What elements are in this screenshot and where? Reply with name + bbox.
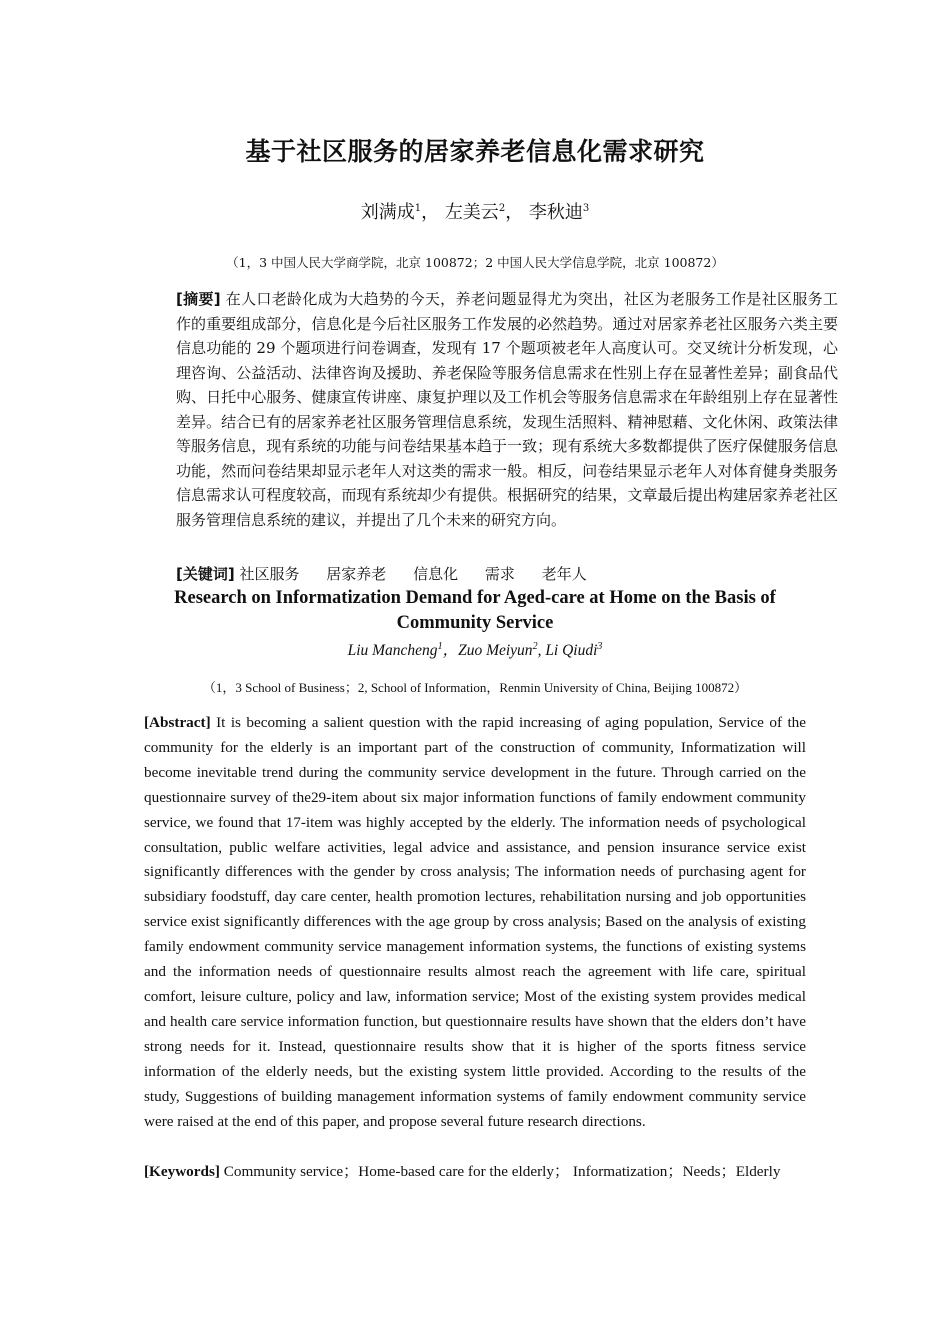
- keyword: 社区服务: [239, 565, 300, 583]
- abstract-label: [摘要]: [176, 290, 221, 308]
- title-chinese: 基于社区服务的居家养老信息化需求研究: [245, 137, 705, 166]
- keyword: 需求: [484, 565, 515, 583]
- keyword: 老年人: [541, 565, 587, 583]
- author-superscript: 3: [597, 640, 603, 652]
- author-name: Liu Mancheng: [347, 642, 438, 659]
- affiliation-chinese: （1，3 中国人民大学商学院，北京 100872；2 中国人民大学信息学院，北京 100872）: [226, 255, 724, 270]
- title-english: Research on Informatization Demand for Aged-care at Home on the Basis of Community Service: [174, 588, 776, 633]
- author-name: Li Qiudi: [545, 642, 598, 659]
- keywords-text: Community service；Home-based care for the elderly； Informatization；Needs；Elderly: [223, 1163, 781, 1180]
- abstract-text: 在人口老龄化成为大趋势的今天，养老问题显得尤为突出，社区为老服务工作是社区服务工作的重要组成部分，信息化是今后社区服务工作发展的必然趋势。通过对居家养老社区服务六类主要信息功能的 29 个题项进行问卷调查，发现有 17 个题项被老年人高度认可。交叉统计分析发现，心理咨询、公益活动、法律咨询及援助、养老保险等服务信息需求在性别上存在显著性差异；副食品代购、日托中心服务、健康宣传讲座、康复护理以及工作机会等服务信息需求在年龄组别上存在显著性差异。结合已有的居家养老社区服务管理信息系统，发现生活照料、精神慰藉、文化休闲、政策法律等服务信息，现有系统的功能与问卷结果基本趋于一致；现有系统大多数都提供了医疗保健服务信息功能，然而问卷结果却显示老年人对这类的需求一般。相反，问卷结果显示老年人对体育健身类服务信息需求认可程度较高，而现有系统却少有提供。根据研究的结果，文章最后提出构建居家养老社区服务管理信息系统的建议，并提出了几个未来的研究方向。: [176, 290, 838, 529]
- abstract-chinese: [144, 287, 838, 532]
- author-superscript: 2: [532, 640, 538, 652]
- author-superscript: 3: [582, 203, 590, 214]
- abstract-label: [Abstract]: [144, 714, 211, 731]
- author-name: Zuo Meiyun: [458, 642, 533, 659]
- author-name: 李秋迪: [528, 202, 583, 223]
- author-separator: ，: [421, 202, 440, 223]
- keywords-english: [144, 1160, 806, 1185]
- keywords-chinese: [144, 562, 838, 586]
- keyword: 信息化: [413, 565, 459, 583]
- author-superscript: 2: [498, 203, 506, 214]
- keywords-label: [Keywords]: [144, 1163, 220, 1180]
- author-separator: ，: [442, 642, 459, 659]
- author-superscript: 1: [414, 203, 422, 214]
- authors-english: [144, 638, 806, 660]
- abstract-english: [144, 711, 806, 1134]
- author-name: 左美云: [444, 202, 499, 223]
- keyword: 居家养老: [326, 565, 387, 583]
- author-separator: ,: [537, 642, 546, 659]
- author-superscript: 1: [437, 640, 443, 652]
- abstract-text: It is becoming a salient question with the rapid increasing of aging population, Service of the community for the elderly is an important part of the construction of community, Informatization will become inevitable trend during the community service development in the future. Through carried on the questionnaire survey of the29-item about six major information functions of family endowment community service, we found that 17-item was highly accepted by the elderly. The information needs of psychological consultation, public welfare activities, legal advice and assistance, and pension insurance service exist significantly differences with the gender by cross analysis; The information needs of purchasing agent for subsidiary foodstuff, day care center, health promotion lectures, rehabilitation nursing and job opportunities service exist significantly differences with the age group by cross analysis; Based on the analysis of existing family endowment community service management information systems, the functions of existing systems and the information needs of questionnaire results almost reach the agreement with life care, spiritual comfort, leisure culture, policy and law, information service; Most of the existing system provides medical and health care service information function, but questionnaire results have shown that the elders don’t have strong needs for it. Instead, questionnaire results show that it is higher of the sports fitness service information of the elderly needs, but the existing system little provided. According to the results of the study, Suggestions of building management information systems of family endowment community service were raised at the end of this paper, and propose several future research directions.: [144, 714, 807, 1130]
- author-name: 刘满成: [360, 202, 415, 223]
- authors-chinese: [144, 198, 806, 224]
- author-separator: ，: [505, 202, 524, 223]
- affiliation-english: （1，3 School of Business；2, School of Information，Renmin University of China, Beijing 100872）: [202, 680, 748, 695]
- keywords-label: [关键词]: [176, 565, 235, 583]
